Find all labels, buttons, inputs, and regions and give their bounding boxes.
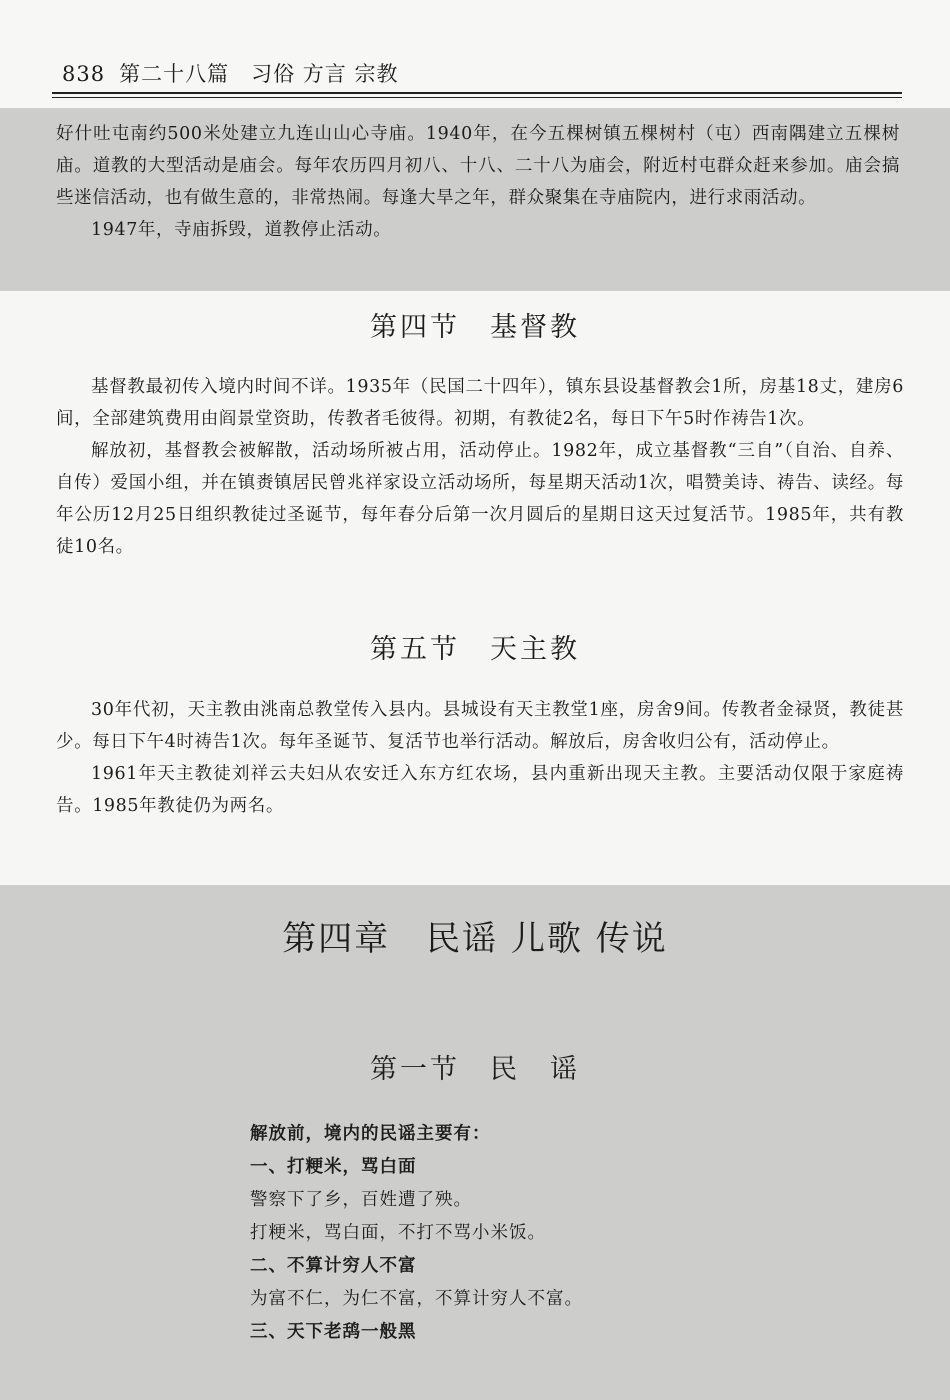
song-line: 警察下了乡，百姓遭了殃。 (250, 1190, 472, 1210)
song-line: 打粳米，骂白面，不打不骂小米饭。 (250, 1223, 546, 1243)
chapter-four-block (0, 885, 950, 1400)
header-rule-thin (52, 97, 902, 98)
page-number: 838 (62, 62, 106, 86)
chapter-title: 第四章 民谣 儿歌 传说 (282, 919, 668, 959)
paragraph: 1961年天主教徒刘祥云夫妇从农安迁入东方红农场，县内重新出现天主教。主要活动仅限于家庭祷告。1985年教徒仍为两名。 (56, 764, 904, 816)
folk-song-list (250, 1118, 910, 1349)
christianity-body (56, 371, 904, 563)
paragraph: 好什吐屯南约500米处建立九连山山心寺庙。1940年，在今五棵树镇五棵树村（屯）西南隅建立五棵树庙。道教的大型活动是庙会。每年农历四月初八、十八、二十八为庙会，附近村屯群众赶来参加。庙会搞些迷信活动，也有做生意的，非常热闹。每逢大旱之年，群众聚集在寺庙院内，进行求雨活动。 (56, 124, 900, 208)
section-title-catholicism: 第五节 天主教 (370, 634, 580, 665)
section-title-folk-songs: 第一节 民 谣 (370, 1054, 580, 1085)
paragraph: 1947年，寺庙拆毁，道教停止活动。 (91, 220, 392, 240)
paragraph: 解放初，基督教会被解散，活动场所被占用，活动停止。1982年，成立基督教“三自”（自治、自养、自传）爱国小组，并在镇赉镇居民曾兆祥家设立活动场所，每星期天活动1次，唱赞美诗、祷告、读经。每年公历12月25日组织教徒过圣诞节，每年春分后第一次月圆后的星期日这天过复活节。1985年，共有教徒10名。 (56, 441, 904, 557)
taoism-continuation-block (0, 108, 950, 291)
header-rule-thick (52, 92, 902, 94)
song-title: 一、打粳米，骂白面 (250, 1157, 417, 1177)
paragraph: 30年代初，天主教由洮南总教堂传入县内。县城设有天主教堂1座，房舍9间。传教者金禄贤，教徒甚少。每日下午4时祷告1次。每年圣诞节、复活节也举行活动。解放后，房舍收归公有，活动停止。 (56, 700, 904, 752)
intro-line: 解放前，境内的民谣主要有： (250, 1124, 491, 1144)
page-header (0, 0, 950, 108)
running-title: 第二十八篇 习俗 方言 宗教 (119, 62, 399, 86)
section-title-christianity: 第四节 基督教 (370, 312, 580, 343)
christianity-catholicism-block (0, 291, 950, 885)
song-line: 为富不仁，为仁不富，不算计穷人不富。 (250, 1289, 583, 1309)
catholicism-body (56, 694, 904, 822)
running-head (62, 58, 398, 88)
paragraph: 基督教最初传入境内时间不详。1935年（民国二十四年），镇东县设基督教会1所，房基18丈，建房6间，全部建筑费用由阎景堂资助，传教者毛彼得。初期，有教徒2名，每日下午5时作祷告1次。 (56, 377, 904, 429)
song-title: 二、不算计穷人不富 (250, 1256, 417, 1276)
song-title: 三、天下老鸹一般黑 (250, 1322, 417, 1342)
